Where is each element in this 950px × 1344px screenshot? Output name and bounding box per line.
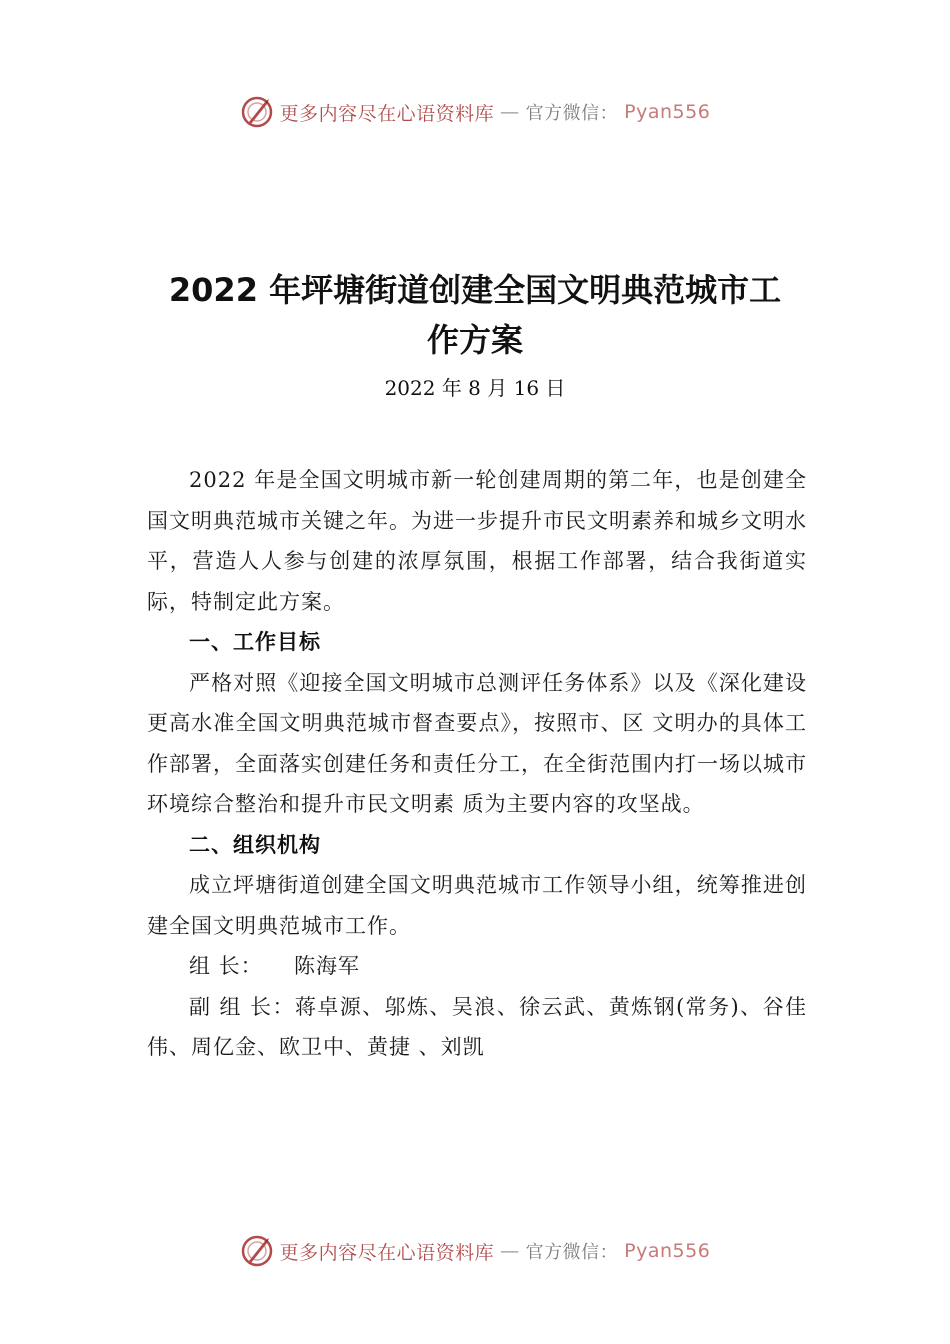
organization-paragraph: 成立坪塘街道创建全国文明典范城市工作领导小组，统筹推进创建全国文明典范城市工作。: [147, 873, 807, 938]
section-heading-goals: 一、工作目标: [189, 630, 321, 654]
watermark-suffix: 官方微信：: [525, 1242, 619, 1263]
footer-watermark: [0, 1234, 950, 1268]
watermark-id: Pyan556: [624, 101, 711, 123]
leader-line: [147, 946, 807, 987]
watermark-text: 更多内容尽在心语资料库: [279, 102, 495, 125]
deputy-names: 蒋卓源、邬炼、吴浪、徐云武、黄炼钢(常务)、谷佳伟、周亿金、欧卫中、黄捷 、刘凯: [147, 994, 807, 1059]
watermark-suffix: 官方微信：: [525, 103, 619, 124]
title-line-2: 作方案: [426, 321, 523, 359]
watermark-id: Pyan556: [624, 1240, 711, 1262]
leader-name: 陈海军: [294, 954, 360, 978]
goals-paragraph: 严格对照《迎接全国文明城市总测评任务体系》以及《深化建设更高水准全国文明典范城市督查要点》，按照市、区 文明办的具体工作部署，全面落实创建任务和责任分工，在全街范围内打一场以城市环境综合整治和提升市民文明素 质为主要内容的攻坚战。: [147, 670, 807, 816]
document-date: 2022 年 8 月 16 日: [384, 376, 566, 400]
document-title: [140, 265, 810, 365]
watermark-text: 更多内容尽在心语资料库: [279, 1241, 495, 1264]
document-body: [147, 460, 807, 1068]
header-watermark: [0, 95, 950, 129]
title-line-1: 2022 年坪塘街道创建全国文明典范城市工: [168, 271, 782, 309]
quill-pen-logo-icon: [240, 95, 274, 129]
watermark-separator: —: [500, 101, 520, 123]
intro-paragraph: 2022 年是全国文明城市新一轮创建周期的第二年，也是创建全国文明典范城市关键之年。为进一步提升市民文明素养和城乡文明水平，营造人人参与创建的浓厚氛围，根据工作部署，结合我街道实际，特制定此方案。: [147, 468, 807, 614]
leader-label: 组 长：: [189, 954, 263, 978]
watermark-separator: —: [500, 1240, 520, 1262]
deputy-line: [147, 987, 807, 1068]
section-heading-organization: 二、组织机构: [189, 832, 321, 857]
deputy-label: 副 组 长：: [189, 994, 295, 1019]
quill-pen-logo-icon: [240, 1234, 274, 1268]
